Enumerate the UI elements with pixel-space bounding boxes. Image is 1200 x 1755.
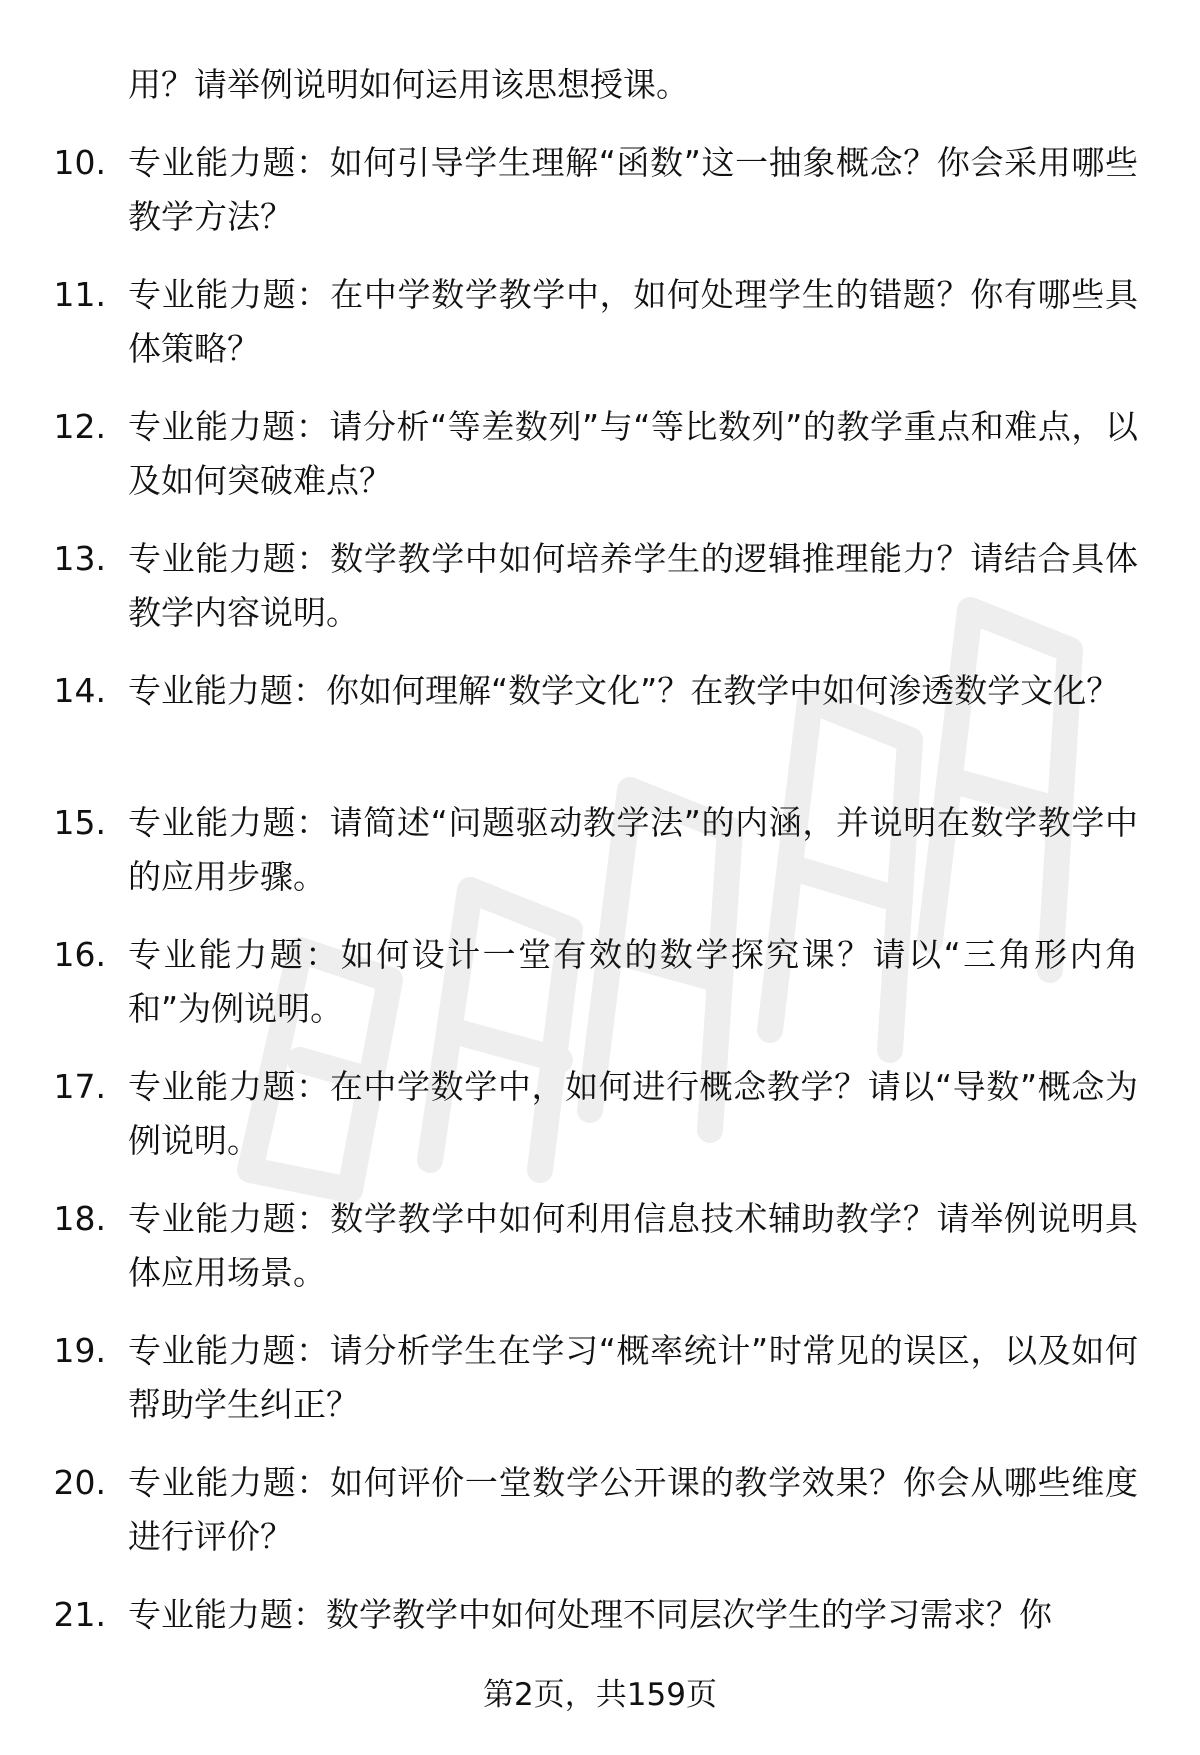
question-number: 12. <box>53 407 106 446</box>
question-number: 17. <box>53 1067 106 1106</box>
question-item <box>0 400 1200 517</box>
page-footer: 第2页，共159页 <box>483 1677 717 1713</box>
question-number: 19. <box>53 1331 106 1370</box>
question-text: 专业能力题：如何引导学生理解“函数”这一抽象概念？你会采用哪些教学方法？ <box>128 143 1138 236</box>
question-item <box>0 1192 1200 1309</box>
question-number: 10. <box>53 143 106 182</box>
question-number: 16. <box>53 935 106 974</box>
question-text: 专业能力题：在中学数学教学中，如何处理学生的错题？你有哪些具体策略？ <box>128 275 1138 368</box>
question-item <box>0 1324 1200 1441</box>
question-number: 15. <box>53 803 106 842</box>
question-number: 14. <box>53 671 106 710</box>
question-item <box>0 1060 1200 1177</box>
question-list <box>0 136 1200 1720</box>
question-item <box>0 796 1200 913</box>
question-text: 专业能力题：在中学数学中，如何进行概念教学？请以“导数”概念为例说明。 <box>128 1067 1138 1160</box>
question-text: 专业能力题：数学教学中如何处理不同层次学生的学习需求？你 <box>128 1595 1052 1634</box>
question-text: 专业能力题：请分析学生在学习“概率统计”时常见的误区，以及如何帮助学生纠正？ <box>128 1331 1138 1424</box>
question-number: 13. <box>53 539 106 578</box>
question-text: 专业能力题：请分析“等差数列”与“等比数列”的教学重点和难点，以及如何突破难点？ <box>128 407 1138 500</box>
question-text: 专业能力题：数学教学中如何利用信息技术辅助教学？请举例说明具体应用场景。 <box>128 1199 1138 1292</box>
question-number: 18. <box>53 1199 106 1238</box>
question-number: 11. <box>53 275 106 314</box>
question-number: 21. <box>53 1595 106 1634</box>
question-item <box>0 928 1200 1045</box>
question-item <box>0 136 1200 253</box>
question-text: 专业能力题：数学教学中如何培养学生的逻辑推理能力？请结合具体教学内容说明。 <box>128 539 1138 632</box>
question-item <box>0 268 1200 385</box>
question-text: 专业能力题：请简述“问题驱动教学法”的内涵，并说明在数学教学中的应用步骤。 <box>128 803 1138 896</box>
question-text: 专业能力题：你如何理解“数学文化”？在教学中如何渗透数学文化？ <box>128 671 1120 710</box>
question-item <box>0 1456 1200 1573</box>
intro-continuation-text: 用？请举例说明如何运用该思想授课。 <box>128 65 689 104</box>
question-text: 专业能力题：如何评价一堂数学公开课的教学效果？你会从哪些维度进行评价？ <box>128 1463 1138 1556</box>
question-item <box>0 532 1200 649</box>
question-text: 专业能力题：如何设计一堂有效的数学探究课？请以“三角形内角和”为例说明。 <box>128 935 1138 1028</box>
question-number: 20. <box>53 1463 106 1502</box>
question-item <box>0 664 1200 781</box>
